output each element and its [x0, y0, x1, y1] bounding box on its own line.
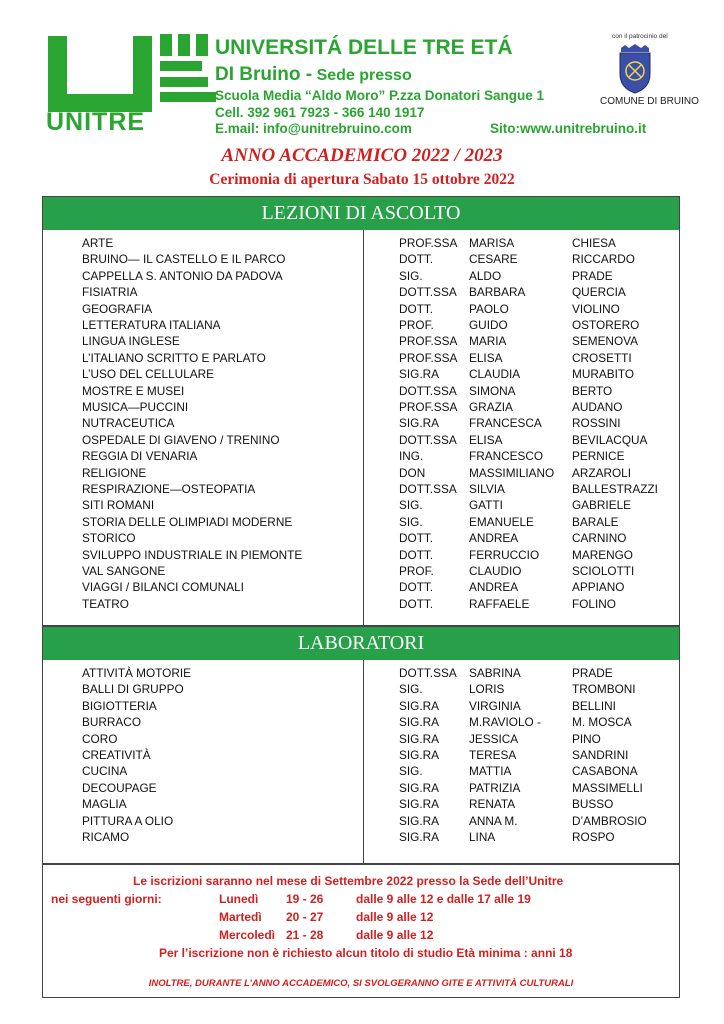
hours-wednesday: dalle 9 alle 12	[356, 928, 434, 942]
teacher-first-name: TERESA	[469, 748, 517, 762]
course-subject: MOSTRE E MUSEI	[82, 383, 185, 398]
teacher-title: SIG.	[399, 268, 423, 283]
teacher-first-name: LINA	[469, 830, 496, 844]
teacher-last-name: PINO	[572, 731, 601, 746]
teacher-last-name: CROSETTI	[572, 350, 632, 365]
day-wednesday: Mercoledì	[219, 928, 276, 942]
table-row	[43, 268, 679, 284]
hours-monday: dalle 9 alle 12 e dalle 17 alle 19	[356, 892, 531, 906]
teacher-last-name: OSTORERO	[572, 318, 640, 332]
teacher-last-name: GABRIELE	[572, 498, 632, 513]
teacher-last-name: PERNICE	[572, 449, 625, 464]
teacher-last-name: CARNINO	[572, 531, 627, 546]
teacher-title: PROF.	[399, 318, 434, 332]
teacher-title: SIG.RA	[399, 698, 439, 713]
teacher-last-name: SANDRINI	[572, 748, 629, 762]
teacher-last-name: M. MOSCA	[572, 715, 632, 730]
course-subject: BRUINO— IL CASTELLO E IL PARCO	[82, 252, 286, 267]
teacher-title: DOTT.	[399, 580, 434, 595]
teacher-title: DOTT.	[399, 547, 434, 562]
hours-tuesday: dalle 9 alle 12	[356, 910, 434, 924]
table-row	[43, 251, 679, 267]
teacher-first-name: GATTI	[469, 498, 503, 513]
teacher-first-name: MATTIA	[469, 764, 512, 779]
course-subject: BURRACO	[82, 715, 141, 730]
teacher-title: SIG.RA	[399, 748, 439, 762]
teacher-title: SIG.	[399, 682, 423, 697]
teacher-first-name: ANDREA	[469, 580, 519, 595]
course-subject: DECOUPAGE	[82, 780, 157, 795]
day-monday: Lunedì	[219, 892, 259, 906]
table-row	[43, 497, 679, 513]
course-subject: CORO	[82, 731, 118, 746]
table-row	[43, 366, 679, 382]
comune-crest-icon	[615, 44, 655, 94]
dates-wednesday: 21 - 28	[286, 928, 324, 942]
dates-tuesday: 20 - 27	[286, 910, 324, 924]
table-row	[43, 579, 679, 595]
table-row	[43, 829, 679, 845]
teacher-title: DOTT.SSA	[399, 666, 457, 680]
table-row	[43, 714, 679, 730]
teacher-first-name: ELISA	[469, 350, 503, 365]
course-subject: REGGIA DI VENARIA	[82, 449, 198, 464]
teacher-title: SIG.RA	[399, 731, 439, 746]
teacher-last-name: BUSSO	[572, 797, 614, 812]
teacher-title: DOTT.SSA	[399, 383, 457, 398]
teacher-first-name: PATRIZIA	[469, 780, 521, 795]
teacher-last-name: APPIANO	[572, 580, 625, 595]
course-subject: CREATIVITÀ	[82, 748, 151, 762]
course-subject: NUTRACEUTICA	[82, 416, 175, 431]
course-subject: ATTIVITÀ MOTORIE	[82, 666, 192, 680]
teacher-first-name: SABRINA	[469, 666, 521, 680]
teacher-first-name: EMANUELE	[469, 514, 534, 529]
table-row	[43, 665, 679, 681]
table-row	[43, 547, 679, 563]
teacher-last-name: BELLINI	[572, 698, 616, 713]
teacher-first-name: CLAUDIO	[469, 564, 522, 578]
course-subject: STORICO	[82, 531, 136, 546]
teacher-first-name: VIRGINIA	[469, 698, 521, 713]
teacher-first-name: GUIDO	[469, 318, 508, 332]
table-row	[43, 383, 679, 399]
table-row	[43, 235, 679, 251]
teacher-last-name: PRADE	[572, 666, 613, 680]
table-row	[43, 465, 679, 481]
teacher-title: DOTT.	[399, 531, 434, 546]
teacher-title: ING.	[399, 449, 424, 464]
cerimonia-apertura: Cerimonia di apertura Sabato 15 ottobre 2022	[209, 171, 515, 188]
table-row	[43, 681, 679, 697]
teacher-first-name: GRAZIA	[469, 400, 513, 414]
course-subject: CAPPELLA S. ANTONIO DA PADOVA	[82, 268, 283, 283]
teacher-first-name: PAOLO	[469, 301, 509, 316]
header-email[interactable]: E.mail: info@unitrebruino.com	[215, 121, 412, 136]
teacher-last-name: D’AMBROSIO	[572, 813, 647, 828]
lezioni-title: LEZIONI DI ASCOLTO	[43, 197, 679, 230]
teacher-first-name: BARBARA	[469, 285, 526, 300]
teacher-first-name: SIMONA	[469, 383, 516, 398]
course-subject: SVILUPPO INDUSTRIALE IN PIEMONTE	[82, 547, 303, 562]
teacher-last-name: ROSPO	[572, 830, 615, 844]
course-subject: L’ITALIANO SCRITTO E PARLATO	[82, 350, 266, 365]
teacher-first-name: MASSIMILIANO	[469, 465, 555, 480]
table-row	[43, 530, 679, 546]
anno-accademico: ANNO ACCADEMICO 2022 / 2023	[221, 145, 503, 166]
table-row	[43, 780, 679, 796]
patrocinio-text: con il patrocinio del	[612, 33, 668, 40]
teacher-title: DOTT.SSA	[399, 482, 457, 496]
unitre-logo	[44, 34, 214, 134]
course-subject: GEOGRAFIA	[82, 301, 153, 316]
dates-monday: 19 - 26	[286, 892, 324, 906]
table-row	[43, 731, 679, 747]
teacher-last-name: PRADE	[572, 268, 613, 283]
table-row	[43, 813, 679, 829]
table-row	[43, 481, 679, 497]
teacher-title: DOTT.	[399, 252, 434, 267]
teacher-title: DOTT.	[399, 596, 434, 611]
course-subject: MUSICA—PUCCINI	[82, 400, 189, 414]
table-row	[43, 284, 679, 300]
teacher-first-name: SILVIA	[469, 482, 505, 496]
teacher-title: SIG.	[399, 498, 423, 513]
teacher-last-name: MURABITO	[572, 367, 635, 382]
table-row	[43, 432, 679, 448]
course-subject: RESPIRAZIONE—OSTEOPATIA	[82, 482, 256, 496]
teacher-title: PROF.SSA	[399, 400, 458, 414]
teacher-last-name: BERTO	[572, 383, 613, 398]
table-row	[43, 301, 679, 317]
teacher-first-name: FRANCESCO	[469, 449, 544, 464]
teacher-title: PROF.	[399, 564, 434, 578]
teacher-last-name: CHIESA	[572, 236, 616, 250]
giorni-label: nei seguenti giorni:	[51, 892, 162, 906]
teacher-first-name: CESARE	[469, 252, 518, 267]
teacher-title: SIG.	[399, 514, 423, 529]
laboratori-title: LABORATORI	[43, 627, 679, 660]
teacher-last-name: MASSIMELLI	[572, 780, 643, 795]
teacher-first-name: RAFFAELE	[469, 596, 530, 611]
teacher-last-name: MARENGO	[572, 547, 633, 562]
course-subject: SITI ROMANI	[82, 498, 155, 513]
day-tuesday: Martedì	[219, 910, 262, 924]
teacher-title: SIG.RA	[399, 797, 439, 812]
teacher-first-name: RENATA	[469, 797, 516, 812]
header-subtitle: DI Bruino - Sede presso	[215, 64, 412, 85]
table-row	[43, 698, 679, 714]
table-row	[43, 747, 679, 763]
teacher-first-name: M.RAVIOLO -	[469, 715, 541, 730]
teacher-first-name: ELISA	[469, 432, 503, 447]
teacher-last-name: TROMBONI	[572, 682, 636, 697]
teacher-first-name: CLAUDIA	[469, 367, 521, 382]
teacher-title: DON	[399, 465, 426, 480]
course-subject: CUCINA	[82, 764, 128, 779]
teacher-last-name: BALLESTRAZZI	[572, 482, 658, 496]
logo-text: UNITRE	[46, 108, 146, 136]
teacher-title: SIG.RA	[399, 715, 439, 730]
table-row	[43, 448, 679, 464]
course-subject: TEATRO	[82, 596, 129, 611]
course-subject: LETTERATURA ITALIANA	[82, 318, 221, 332]
teacher-title: PROF.SSA	[399, 236, 458, 250]
teacher-last-name: QUERCIA	[572, 285, 626, 300]
course-subject: VAL SANGONE	[82, 564, 166, 578]
course-subject: BALLI DI GRUPPO	[82, 682, 184, 697]
header-title: UNIVERSITÁ DELLE TRE ETÁ	[215, 36, 513, 59]
comune-label: COMUNE DI BRUINO	[600, 96, 699, 107]
teacher-last-name: ROSSINI	[572, 416, 621, 431]
teacher-last-name: SEMENOVA	[572, 334, 638, 349]
teacher-title: SIG.RA	[399, 813, 439, 828]
table-row	[43, 763, 679, 779]
teacher-first-name: ALDO	[469, 268, 502, 283]
teacher-title: SIG.RA	[399, 367, 439, 382]
table-row	[43, 350, 679, 366]
course-subject: ARTE	[82, 236, 114, 250]
teacher-last-name: ARZAROLI	[572, 465, 631, 480]
teacher-first-name: JESSICA	[469, 731, 519, 746]
teacher-title: SIG.RA	[399, 416, 439, 431]
teacher-first-name: ANNA M.	[469, 813, 518, 828]
teacher-title: PROF.SSA	[399, 334, 458, 349]
course-subject: L’USO DEL CELLULARE	[82, 367, 215, 382]
course-subject: VIAGGI / BILANCI COMUNALI	[82, 580, 244, 595]
teacher-title: DOTT.SSA	[399, 285, 457, 300]
teacher-last-name: BEVILACQUA	[572, 432, 648, 447]
course-subject: FISIATRIA	[82, 285, 138, 300]
teacher-first-name: MARISA	[469, 236, 515, 250]
table-row	[43, 399, 679, 415]
teacher-last-name: SCIOLOTTI	[572, 564, 635, 578]
iscrizioni-line: Le iscrizioni saranno nel mese di Settembre 2022 presso la Sede dell’Unitre	[133, 874, 564, 888]
teacher-title: SIG.RA	[399, 830, 439, 844]
teacher-last-name: BARALE	[572, 514, 619, 529]
requirement-line: Per l’iscrizione non è richiesto alcun titolo di studio Età minima : anni 18	[159, 946, 573, 960]
course-subject: PITTURA A OLIO	[82, 813, 174, 828]
course-subject: OSPEDALE DI GIAVENO / TRENINO	[82, 432, 280, 447]
teacher-last-name: FOLINO	[572, 596, 616, 611]
table-row	[43, 514, 679, 530]
teacher-first-name: ANDREA	[469, 531, 519, 546]
teacher-title: DOTT.SSA	[399, 432, 457, 447]
course-subject: STORIA DELLE OLIMPIADI MODERNE	[82, 514, 293, 529]
course-subject: BIGIOTTERIA	[82, 698, 157, 713]
teacher-last-name: RICCARDO	[572, 252, 635, 267]
table-row	[43, 563, 679, 579]
table-row	[43, 333, 679, 349]
teacher-title: PROF.SSA	[399, 350, 458, 365]
header-phone: Cell. 392 961 7923 - 366 140 1917	[215, 105, 425, 120]
table-row	[43, 317, 679, 333]
teacher-title: SIG.	[399, 764, 423, 779]
laboratori-section	[42, 626, 680, 864]
course-subject: RELIGIONE	[82, 465, 147, 480]
header-school: Scuola Media “Aldo Moro” P.zza Donatori Sangue 1	[215, 88, 545, 103]
teacher-last-name: AUDANO	[572, 400, 623, 414]
table-row	[43, 796, 679, 812]
course-subject: LINGUA INGLESE	[82, 334, 180, 349]
table-row	[43, 415, 679, 431]
course-subject: MAGLIA	[82, 797, 127, 812]
header-website[interactable]: Sito:www.unitrebruino.it	[490, 121, 647, 136]
teacher-last-name: VIOLINO	[572, 301, 620, 316]
teacher-title: DOTT.	[399, 301, 434, 316]
info-box	[42, 864, 680, 998]
teacher-first-name: FRANCESCA	[469, 416, 542, 431]
teacher-first-name: LORIS	[469, 682, 505, 697]
teacher-first-name: MARIA	[469, 334, 507, 349]
teacher-last-name: CASABONA	[572, 764, 638, 779]
table-row	[43, 596, 679, 612]
course-subject: RICAMO	[82, 830, 130, 844]
teacher-first-name: FERRUCCIO	[469, 547, 540, 562]
teacher-title: SIG.RA	[399, 780, 439, 795]
gite-note: INOLTRE, DURANTE L’ANNO ACCADEMICO, SI SVOLGERANNO GITE E ATTIVITÀ CULTURALI	[148, 978, 574, 989]
lezioni-section	[42, 196, 680, 626]
